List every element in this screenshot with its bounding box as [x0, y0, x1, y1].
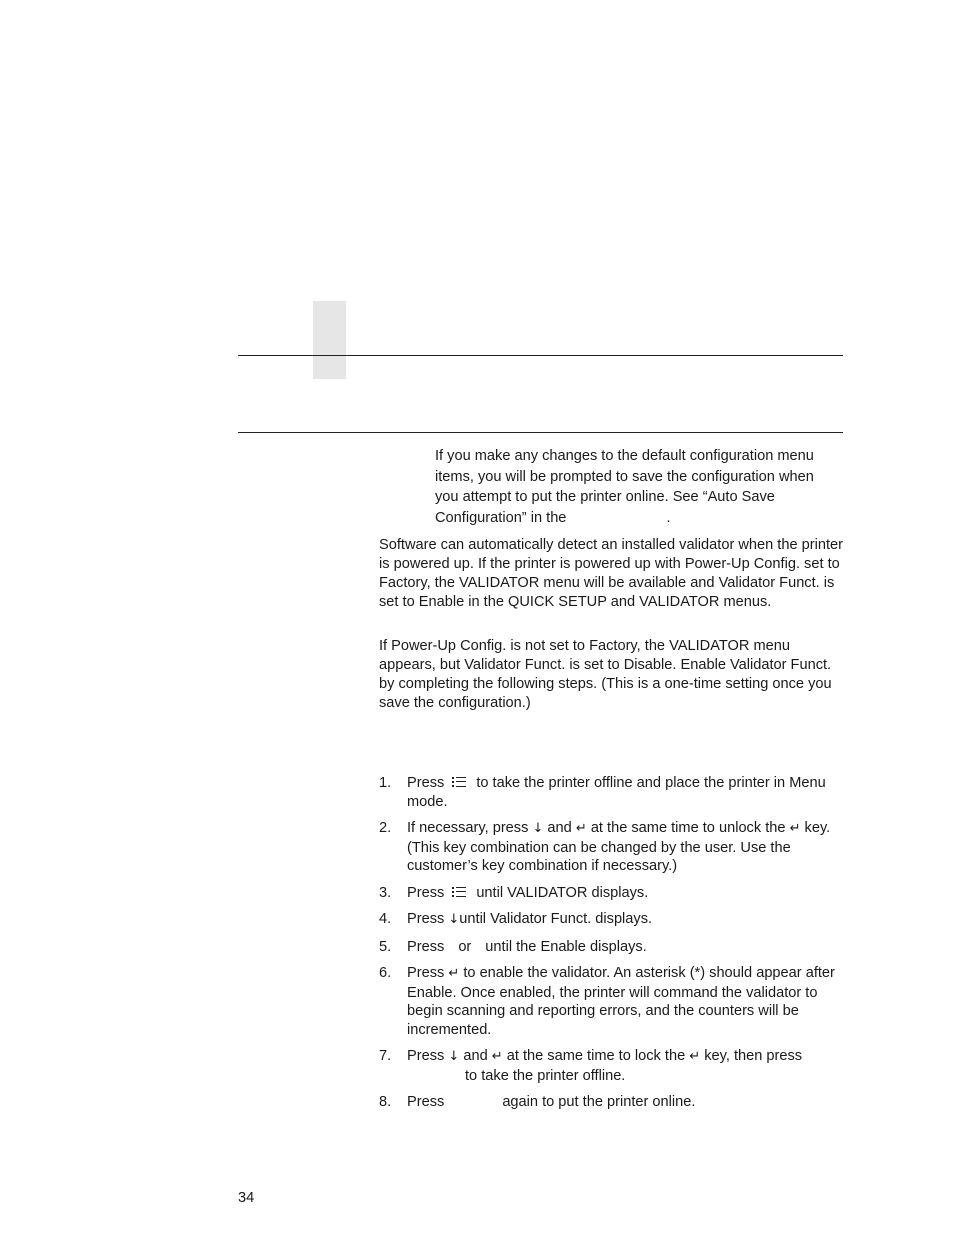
step-text: until VALIDATOR displays.	[476, 884, 649, 901]
step-number: 5.	[379, 938, 392, 955]
step-number: 1.	[379, 775, 392, 791]
step-text: and	[547, 820, 572, 836]
step-text: key. (This key combination can be changed by the user. Use the customer’s key combination if necessary.)	[407, 820, 831, 874]
enter-key-icon: ↵	[575, 821, 587, 836]
enter-key-icon: ↵	[789, 821, 801, 836]
enter-key-icon: ↵	[448, 966, 460, 981]
step-text: again to put the printer online.	[502, 1094, 696, 1110]
step-number: 3.	[379, 884, 392, 901]
menu-key-icon	[452, 886, 468, 898]
procedure-steps	[379, 774, 849, 1120]
step-8	[379, 1093, 849, 1112]
note-line: you attempt to put the printer online. See “Auto Save	[435, 489, 775, 505]
section-rule	[238, 432, 843, 433]
step-number: 4.	[379, 911, 392, 927]
step-text: If necessary, press	[407, 820, 529, 836]
down-arrow-icon: ↓	[532, 821, 544, 836]
note-line: If you make any changes to the default configuration menu	[435, 448, 814, 464]
step-1	[379, 774, 849, 811]
step-text: Press	[407, 1094, 445, 1110]
note-block	[435, 446, 845, 528]
step-3	[379, 884, 849, 903]
step-2	[379, 819, 849, 876]
chapter-tab	[313, 301, 346, 379]
down-arrow-icon: ↓	[448, 1049, 460, 1064]
note-line	[435, 508, 845, 529]
enter-key-icon: ↵	[689, 1049, 701, 1064]
step-7	[379, 1047, 849, 1085]
step-number: 2.	[379, 820, 392, 836]
step-text: at the same time to unlock the	[590, 820, 786, 836]
step-text: to take the printer offline.	[465, 1067, 626, 1084]
step-number: 8.	[379, 1094, 392, 1110]
step-text: Press	[407, 911, 445, 927]
step-number: 6.	[379, 965, 392, 981]
setup-paragraph: If Power-Up Config. is not set to Factory, the VALIDATOR menu appears, but Validator Funct. is set to Disable. Enable Validator Funct. by completing the following steps. (This is a one-time setting once you save the configuration.)	[379, 638, 832, 711]
note-line: items, you will be prompted to save the configuration when	[435, 468, 814, 485]
header-rule	[238, 355, 843, 356]
step-text: Press	[407, 965, 445, 981]
note-text: Configuration” in the	[435, 509, 567, 526]
step-text: key, then press	[704, 1048, 803, 1064]
step-text: to take the printer offline and place the printer in Menu mode.	[407, 775, 826, 810]
step-text: Press	[407, 1048, 445, 1064]
step-text: to enable the validator. An asterisk (*) should appear after Enable. Once enabled, the printer will command the validator to begin scanning and reporting errors, and the counters will be incremented.	[407, 965, 835, 1038]
step-text: Press	[407, 884, 445, 901]
step-text: or	[458, 938, 472, 955]
step-text: until the Enable displays.	[485, 938, 647, 955]
step-text: at the same time to lock the	[506, 1048, 686, 1064]
enter-key-icon: ↵	[491, 1049, 503, 1064]
step-number: 7.	[379, 1048, 392, 1064]
menu-key-icon	[452, 776, 468, 788]
step-4	[379, 910, 849, 930]
down-arrow-icon: ↓	[448, 912, 460, 927]
intro-paragraph: Software can automatically detect an installed validator when the printer is powered up. If the printer is powered up with Power-Up Config. set to Factory, the VALIDATOR menu will be available and Validator Funct. is set to Enable in the QUICK SETUP and VALIDATOR menus.	[379, 537, 844, 610]
step-5	[379, 938, 849, 957]
step-6	[379, 964, 849, 1039]
step-text: until Validator Funct. displays.	[459, 911, 653, 927]
note-period: .	[666, 509, 671, 526]
page-number: 34	[238, 1190, 255, 1206]
step-text: Press	[407, 775, 445, 791]
step-text: Press	[407, 938, 445, 955]
step-text: and	[463, 1048, 488, 1064]
